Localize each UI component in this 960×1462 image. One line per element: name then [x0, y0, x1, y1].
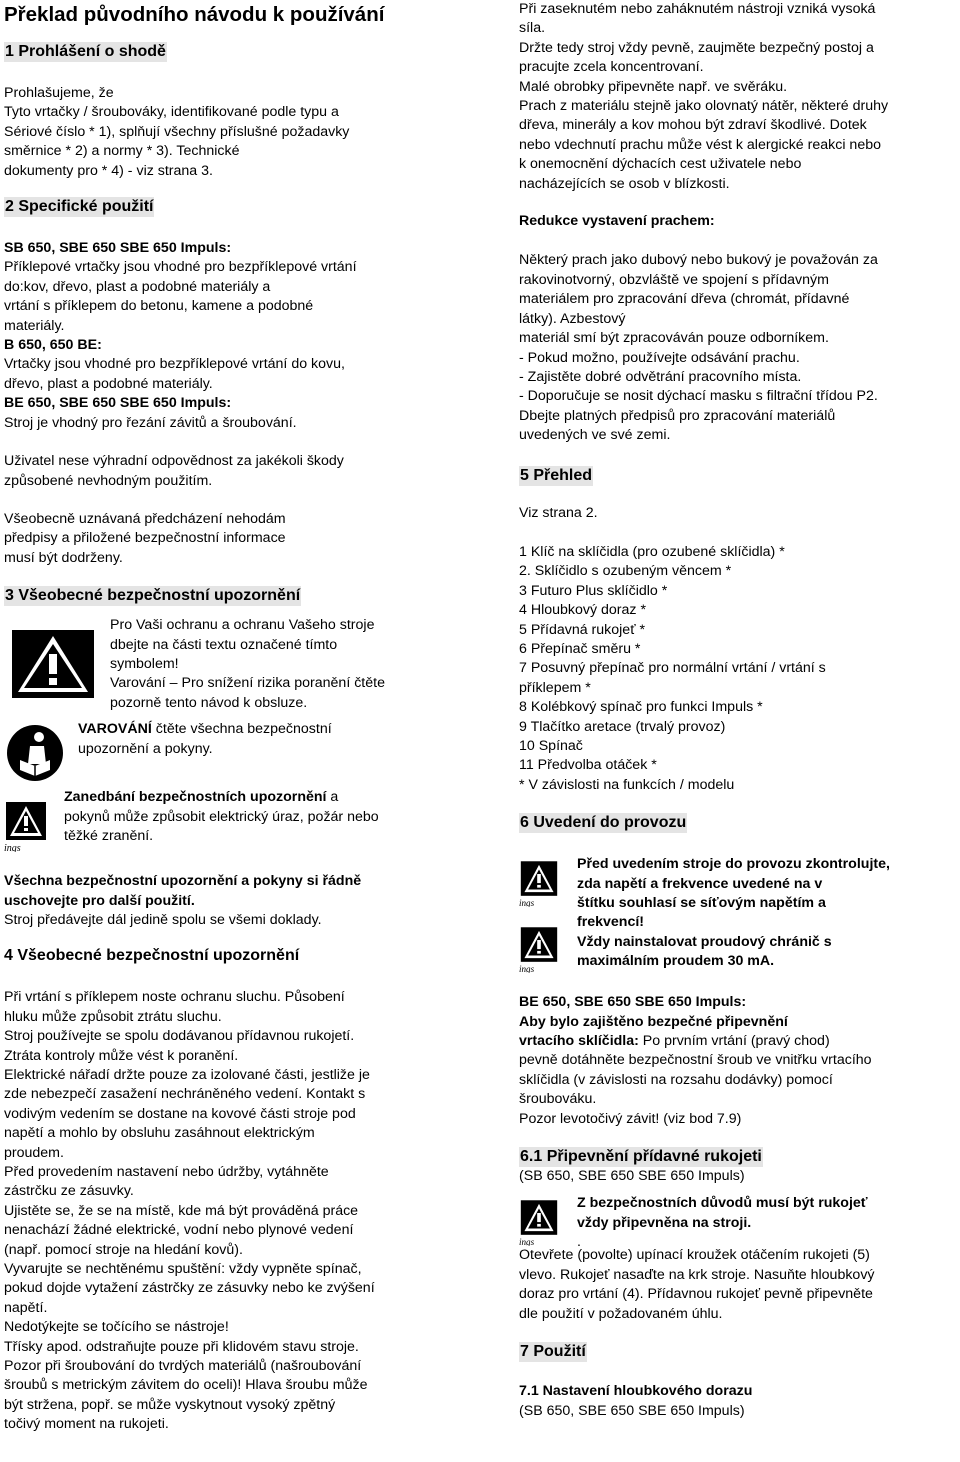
- text-line: (např. pomocí stroje na hledání kovů).: [4, 1241, 243, 1258]
- dust-heading: Redukce vystavení prachem:: [519, 213, 715, 230]
- text-line: 5 Přídavná rukojeť *: [519, 621, 645, 638]
- text-line: nebo vdechnutí prachu může vést k alergické reakci nebo: [519, 136, 881, 153]
- text-line: - Pokud možno, používejte odsávání prachu.: [519, 349, 800, 366]
- text-line: napětí.: [4, 1299, 48, 1316]
- text-line: dbejte na části textu označené tímto: [110, 636, 338, 653]
- text-line: k onemocnění dýchacích cest uživatele nebo: [519, 156, 802, 173]
- text-line: točivý moment na rukojeti.: [4, 1416, 169, 1433]
- text-line: způsobené nevhodným použitím.: [4, 472, 213, 489]
- text-line: Nedotýkejte se točícího se nástroje!: [4, 1319, 229, 1336]
- model-label: BE 650, SBE 650 SBE 650 Impuls:: [4, 395, 232, 412]
- text-line: Ujistěte se, že se na místě, kde má být prováděná práce: [4, 1202, 359, 1219]
- read-manual-icon: [6, 724, 64, 782]
- text-line: Při vrtání s příklepem noste ochranu sluchu. Působení: [4, 989, 345, 1006]
- text-line: materiál smí být zpracováván pouze odborníkem.: [519, 330, 829, 347]
- text-line: nenachází žádné elektrické, vodní nebo plynové vedení: [4, 1222, 354, 1239]
- text-line: (SB 650, SBE 650 SBE 650 Impuls): [519, 1402, 745, 1419]
- warning-keyword: VAROVÁNÍ: [78, 721, 152, 738]
- text-line: pracujte zcela koncentrovaní.: [519, 59, 704, 76]
- text-line: - Zajistěte dobré odvětrání pracovního místa.: [519, 368, 802, 385]
- text-line: Stroj používejte se spolu dodávanou přídavnou rukojetí.: [4, 1028, 355, 1045]
- text-line: šroubováku.: [519, 1091, 597, 1108]
- text-line: směrnice * 2) a normy * 3). Technické: [4, 143, 240, 160]
- text-line: symbolem!: [110, 655, 179, 672]
- text-line: 2. Sklíčidlo s ozubeným věncem *: [519, 563, 732, 580]
- text-line: Stroj předávejte dál jedině spolu se všemi doklady.: [4, 911, 322, 928]
- text-line: látky). Azbestový: [519, 310, 626, 327]
- section-5-heading: 5 Přehled: [520, 466, 593, 484]
- parts-list: [519, 543, 954, 795]
- text-line: 1 Klíč na sklíčidla (pro ozubené sklíčidla) *: [519, 543, 785, 560]
- warning-triangle-icon: [4, 802, 48, 852]
- text-line: Vrtačky jsou vhodné pro bezpříklepové vrtání do kovu,: [4, 356, 345, 373]
- text-line: Ztráta kontroly může vést k poranění.: [4, 1047, 239, 1064]
- text-line: dřevo, plast a podobné materiály.: [4, 375, 213, 392]
- text-line: Sériové číslo * 1), splňují všechny příslušné požadavky: [4, 123, 350, 140]
- text-line: Pozor při šroubování do tvrdých materiálů (našroubování: [4, 1358, 362, 1375]
- warning-block: [4, 616, 454, 716]
- icon-caption: ings: [519, 898, 535, 908]
- warning-block: [519, 1195, 954, 1251]
- text-line: Dbejte platných předpisů pro zpracování materiálů: [519, 407, 836, 424]
- text-line: do:kov, dřevo, plast a podobné materiály a: [4, 278, 271, 295]
- text-line: Tyto vrtačky / šroubováky, identifikované podle typu a: [4, 104, 339, 121]
- section-2-text: [4, 239, 454, 568]
- model-label: B 650, 650 BE:: [4, 337, 102, 354]
- text-line: maximálním proudem 30 mA.: [577, 953, 775, 970]
- text-line: proudem.: [4, 1144, 64, 1161]
- dust-text: [519, 251, 954, 445]
- text-line: hluku může způsobit ztrátu sluchu.: [4, 1008, 222, 1025]
- text-line: pokud dojde vytažení zástrčky ze zásuvky nebo ke zvýšení: [4, 1280, 375, 1297]
- warning-triangle-icon: [519, 927, 559, 973]
- text-line: zde nebezpečí zasažení nechráněného vedení. Kontakt s: [4, 1086, 366, 1103]
- text-line: Při zaseknutém nebo zaháknutém nástroji vzniká vysoká: [519, 1, 876, 17]
- text-line: Některý prach jako dubový nebo bukový je považován za: [519, 252, 878, 269]
- text-line: 8 Kolébkový spínač pro funkci Impuls *: [519, 699, 763, 716]
- text-line: příklepem *: [519, 679, 591, 696]
- warning-triangle-icon: [12, 630, 94, 698]
- text-line: Uživatel nese výhradní odpovědnost za jakékoli škody: [4, 453, 344, 470]
- text-line: materiálem pro zpracování dřeva (chromát, přídavné: [519, 291, 850, 308]
- text-line: upozornění a pokyny.: [78, 740, 213, 757]
- text-line: Elektrické nářadí držte pouze za izolované části, jestliže je: [4, 1066, 370, 1083]
- text-line: dokumenty pro * 4) - viz strana 3.: [4, 162, 213, 179]
- text-span: Po prvním vrtání (pravý chod): [638, 1033, 830, 1050]
- text-line: 9 Tlačítko aretace (trvalý provoz): [519, 718, 726, 735]
- section-1-heading: 1 Prohlášení o shodě: [5, 43, 166, 60]
- text-line: pevně dotáhněte bezpečnostní šroub ve vnitřku vrtacího: [519, 1052, 872, 1069]
- warning-block: [4, 788, 454, 852]
- section-6-heading: 6 Uvedení do provozu: [520, 814, 687, 832]
- warning-keyword: Zanedbání bezpečnostních upozornění: [64, 789, 327, 806]
- text-span: vrtacího sklíčidla:: [519, 1033, 639, 1050]
- icon-caption: ings: [4, 843, 21, 853]
- text-line: Před provedením nastavení nebo údržby, vytáhněte: [4, 1164, 329, 1180]
- section-7-heading: 7 Použití: [520, 1343, 586, 1361]
- text-line: Držte tedy stroj vždy pevně, zaujměte bezpečný postoj a: [519, 39, 874, 56]
- text-line: Vyvarujte se nechtěnému spuštění: vždy vypněte spínač,: [4, 1261, 362, 1278]
- text-line: předpisy a přiložené bezpečnostní informace: [4, 530, 286, 547]
- text-line: BE 650, SBE 650 SBE 650 Impuls:: [519, 994, 747, 1011]
- text-line: Pozor levotočivý závit! (viz bod 7.9): [519, 1110, 742, 1127]
- warning-triangle-icon: [519, 861, 559, 907]
- icon-caption: ings: [519, 1237, 535, 1247]
- section-4-heading: 4 Všeobecné bezpečnostní upozornění: [4, 947, 300, 965]
- text-line: Prohlašujeme, že: [4, 85, 114, 101]
- text-line: Třísky apod. odstraňujte pouze při klidovém stavu stroje.: [4, 1338, 359, 1355]
- text-line: pozorně tento návod k obsluze.: [110, 694, 308, 711]
- text-line: rakovinotvorný, obzvláště ve spojení s přídavným: [519, 271, 829, 288]
- text-line: (SB 650, SBE 650 SBE 650 Impuls): [519, 1168, 745, 1185]
- text-line: Varování – Pro snížení rizika poranění čtěte: [110, 675, 385, 692]
- text-line: vrtání s příklepem do betonu, kamene a podobné: [4, 298, 314, 315]
- text-line: Příklepové vrtačky jsou vhodné pro bezpříklepové vrtání: [4, 259, 357, 276]
- intro-text: [519, 0, 954, 194]
- text-line: napětí a mohlo by obsluhu zasáhnout elektrickým: [4, 1125, 315, 1142]
- text-line: sklíčidla (v závislosti na rozsahu dodávky) pomocí: [519, 1071, 833, 1088]
- warning-triangle-icon: [519, 1200, 559, 1246]
- text-line: musí být dodrženy.: [4, 549, 123, 566]
- text-line: zda napětí a frekvence uvedené na v: [577, 875, 823, 892]
- text-line: uvedených ve své zemi.: [519, 427, 671, 444]
- text-line: 6 Přepínač směru *: [519, 640, 641, 657]
- icon-caption: ings: [519, 964, 535, 974]
- text-line: Prach z materiálu stejně jako olovnatý nátěr, některé druhy: [519, 98, 889, 115]
- text-line: vždy připevněna na stroji.: [577, 1214, 752, 1231]
- text-span: a: [326, 789, 339, 806]
- text-line: Malé obrobky připevněte např. ve svěráku.: [519, 78, 788, 95]
- text-line: .: [577, 1234, 581, 1251]
- subsection-heading: 7.1 Nastavení hloubkového dorazu: [519, 1383, 753, 1400]
- text-line: vlevo. Rukojeť nasaďte na krk stroje. Nasuňte hloubkový: [519, 1266, 875, 1283]
- text-line: 11 Předvolba otáček *: [519, 757, 657, 774]
- section-1-text: [4, 84, 454, 181]
- page-title: Překlad původního návodu k používání: [4, 3, 385, 26]
- text-line: Z bezpečnostních důvodů musí být rukojeť: [577, 1195, 868, 1212]
- section-3-heading: 3 Všeobecné bezpečnostní upozornění: [5, 587, 301, 605]
- right-column: [519, 0, 954, 1421]
- section-4-text: [4, 988, 454, 1434]
- text-line: 10 Spínač: [519, 738, 583, 754]
- text-line: uschovejte pro další použití.: [4, 892, 195, 909]
- warning-block: [519, 855, 954, 981]
- text-line: vodivým vedením se dostane na kovové části stroje pod: [4, 1105, 356, 1122]
- text-line: Stroj je vhodný pro řezání závitů a šroubování.: [4, 414, 297, 431]
- text-line: frekvencí!: [577, 914, 645, 931]
- text-line: dřeva, minerály a kov mohou být zdraví škodlivé. Dotek: [519, 117, 867, 134]
- text-line: štítku souhlasí se síťovým napětím a: [577, 895, 826, 912]
- text-line: materiály.: [4, 317, 65, 334]
- text-line: Před uvedením stroje do provozu zkontrolujte,: [577, 856, 890, 873]
- text-line: dle použití v požadovaném úhlu.: [519, 1305, 723, 1322]
- text-line: Všechna bezpečnostní upozornění a pokyny si řádně: [4, 873, 362, 890]
- text-line: Vždy nainstalovat proudový chránič s: [577, 933, 832, 950]
- text-line: pokynů může způsobit elektrický úraz, požár nebo: [64, 808, 379, 825]
- text-line: Viz strana 2.: [519, 504, 598, 521]
- text-line: zástrčku ze zásuvky.: [4, 1183, 134, 1200]
- read-manual-block: [4, 722, 454, 780]
- text-line: Otevřete (povolte) upínací kroužek otáčením rukojeti (5): [519, 1247, 870, 1264]
- section-6-1-heading: 6.1 Připevnění přídavné rukojeti: [520, 1148, 762, 1166]
- text-line: doraz pro vrtání (4). Přídavnou rukojeť pevně připevněte: [519, 1286, 873, 1303]
- section-2-heading: 2 Specifické použití: [5, 198, 154, 216]
- text-line: - Doporučuje se nosit dýchací masku s filtrační třídou P2.: [519, 388, 878, 405]
- text-line: síla.: [519, 20, 546, 37]
- text-line: nacházejících se osob v blízkosti.: [519, 175, 730, 192]
- left-column: [4, 0, 454, 1435]
- text-line: šroubů s metrickým závitem do oceli)! Hlava šroubu může: [4, 1377, 368, 1394]
- text-line: Aby bylo zajištěno bezpečné připevnění: [519, 1013, 788, 1030]
- text-line: 4 Hloubkový doraz *: [519, 602, 646, 619]
- text-line: 7 Posuvný přepínač pro normální vrtání / vrtání s: [519, 660, 826, 677]
- text-line: * V závislosti na funkcích / modelu: [519, 776, 735, 793]
- text-line: 3 Futuro Plus sklíčidlo *: [519, 582, 668, 599]
- text-span: čtěte všechna bezpečnostní: [151, 721, 332, 738]
- text-line: Všeobecně uznávaná předcházení nehodám: [4, 510, 286, 527]
- text-line: těžké zranění.: [64, 827, 154, 844]
- text-line: Pro Vaši ochranu a ochranu Vašeho stroje: [110, 617, 375, 634]
- model-label: SB 650, SBE 650 SBE 650 Impuls:: [4, 240, 232, 257]
- text-line: být stržena, popř. se může vyskytnout vysoký zpětný: [4, 1396, 336, 1413]
